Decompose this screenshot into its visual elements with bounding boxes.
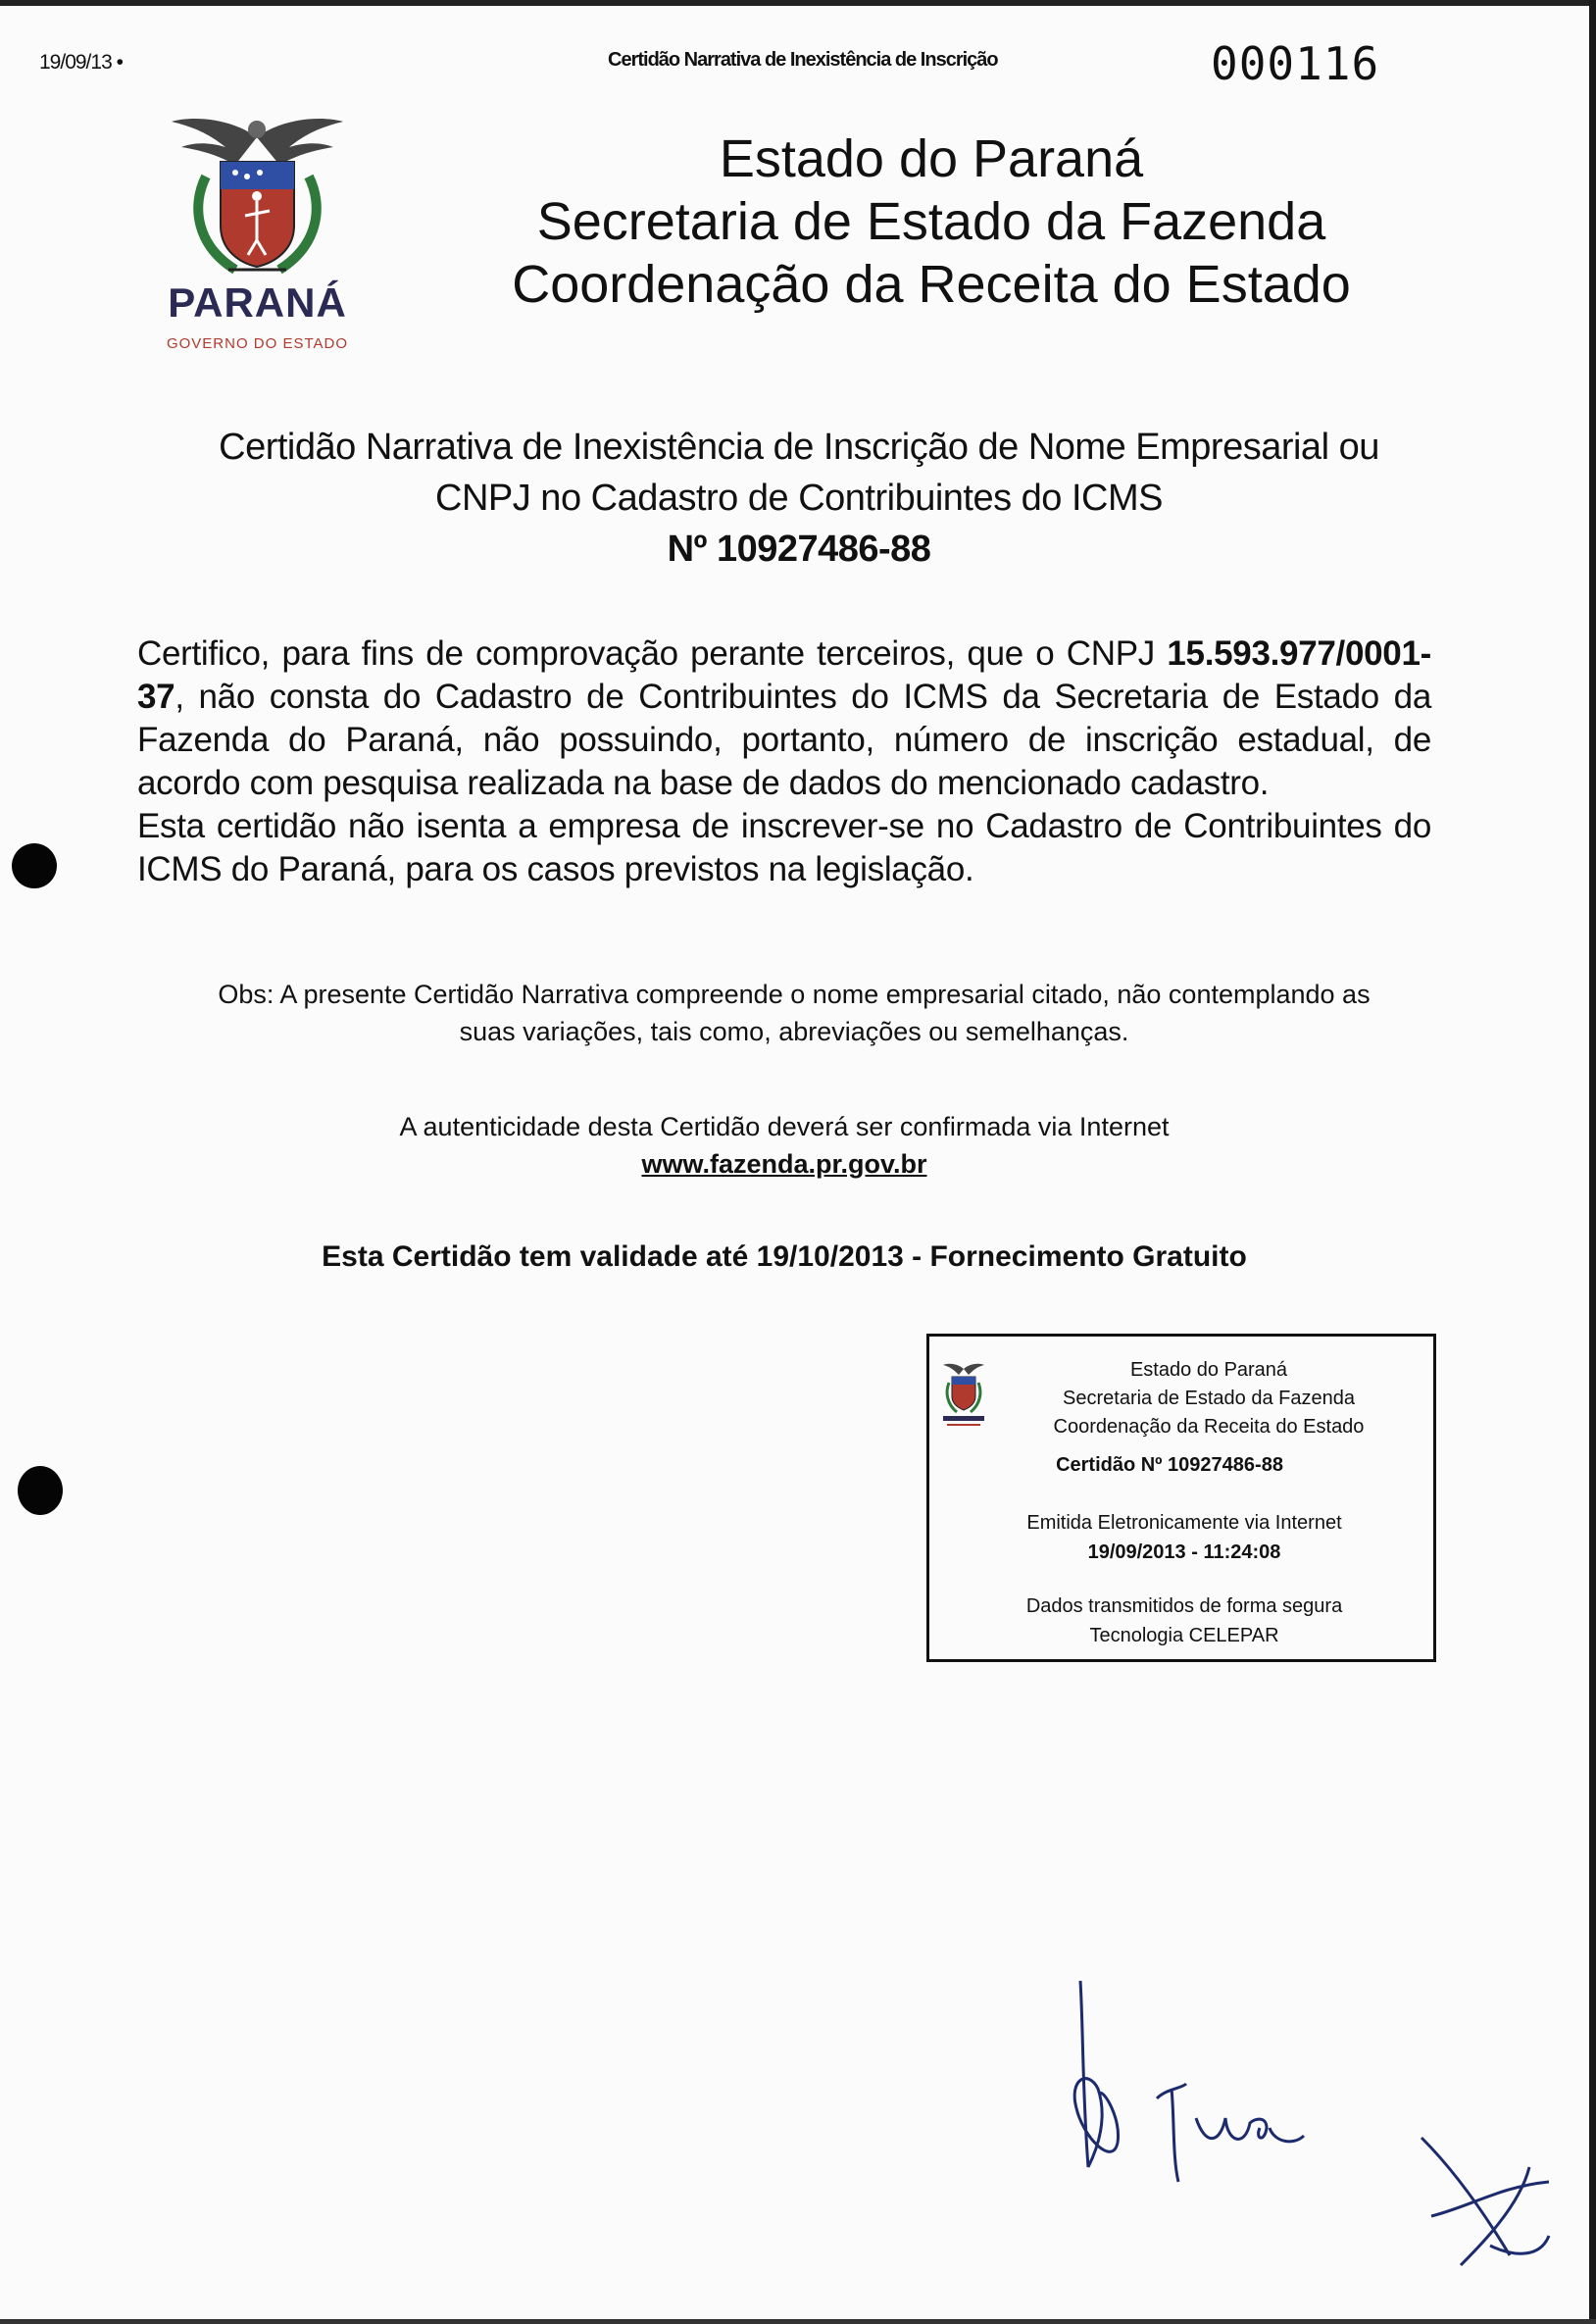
electronic-stamp — [926, 1334, 1436, 1662]
certificate-body — [137, 632, 1431, 891]
obs-line-1: Obs: A presente Certidão Narrativa compreende o nome empresarial citado, não contemplando as — [218, 980, 1371, 1009]
document-title — [98, 422, 1500, 575]
logo-subtitle: GOVERNO DO ESTADO — [166, 335, 349, 352]
obs-line-2: suas variações, tais como, abreviações ou semelhanças. — [459, 1017, 1129, 1046]
stamp-certificate-number: Certidão Nº 10927486-88 — [1056, 1454, 1283, 1476]
stamp-emission — [949, 1508, 1420, 1567]
scan-bottom-edge — [0, 2319, 1596, 2324]
stamp-transmitted: Dados transmitidos de forma segura — [1025, 1595, 1343, 1617]
punch-hole-2 — [18, 1466, 63, 1515]
body-paragraph-1 — [137, 632, 1431, 805]
agency-line-2: Secretaria de Estado da Fazenda — [536, 192, 1326, 251]
title-line-1: Certidão Narrativa de Inexistência de Inscrição de Nome Empresarial ou — [219, 427, 1379, 468]
authenticity-note — [294, 1108, 1274, 1183]
p1-start: Certifico, para fins de comprovação perante terceiros, que o CNPJ — [137, 634, 1168, 673]
agency-line-3: Coordenação da Receita do Estado — [512, 255, 1351, 314]
stamp-line-3: Coordenação da Receita do Estado — [1053, 1416, 1365, 1438]
stamp-technology — [949, 1591, 1420, 1650]
authenticity-link[interactable]: www.fazenda.pr.gov.br — [641, 1149, 927, 1179]
stamp-heading — [988, 1356, 1429, 1441]
header-title: Certidão Narrativa de Inexistência de Inscrição — [608, 49, 998, 71]
stamp-datetime: 19/09/2013 - 11:24:08 — [1087, 1541, 1281, 1563]
header-date: 19/09/13 • — [39, 51, 123, 74]
agency-line-1: Estado do Paraná — [719, 129, 1144, 188]
page-number: 000116 — [1211, 37, 1380, 90]
cnpj-number: 15.593.977/0001-37 — [137, 634, 1431, 716]
stamp-line-2: Secretaria de Estado da Fazenda — [1063, 1388, 1355, 1409]
observation-note — [157, 976, 1431, 1050]
document-number: Nº 10927486-88 — [667, 529, 931, 570]
agency-heading — [471, 127, 1392, 316]
scan-top-edge — [0, 0, 1596, 6]
body-paragraph-2: Esta certidão não isenta a empresa de inscrever-se no Cadastro de Contribuintes do ICMS do Paraná, para os casos previstos na legislação. — [137, 807, 1431, 888]
stamp-logo-icon — [939, 1361, 988, 1430]
coat-of-arms-icon — [152, 108, 363, 284]
stamp-line-1: Estado do Paraná — [1129, 1359, 1288, 1381]
validity-statement: Esta Certidão tem validade até 19/10/2013 - Fornecimento Gratuito — [322, 1240, 1247, 1273]
punch-hole-1 — [12, 843, 57, 888]
initials-mark — [1412, 2128, 1559, 2275]
handwritten-signature — [1059, 1971, 1372, 2206]
scan-right-edge — [1589, 0, 1596, 2324]
stamp-emitted: Emitida Eletronicamente via Internet — [1026, 1512, 1342, 1534]
logo-word: PARANÁ — [168, 279, 347, 326]
authenticity-text: A autenticidade desta Certidão deverá ser confirmada via Internet — [399, 1112, 1170, 1141]
stamp-tech-name: Tecnologia CELEPAR — [1089, 1625, 1279, 1646]
title-line-2: CNPJ no Cadastro de Contribuintes do ICMS — [435, 478, 1163, 519]
p1-end: , não consta do Cadastro de Contribuintes do ICMS da Secretaria de Estado da Fazenda do Paraná, não possuindo, portanto, número de inscrição estadual, de acordo com pesquisa realizada na base de dados do mencionado cadastro. — [137, 678, 1431, 802]
parana-coat-of-arms — [152, 108, 363, 363]
